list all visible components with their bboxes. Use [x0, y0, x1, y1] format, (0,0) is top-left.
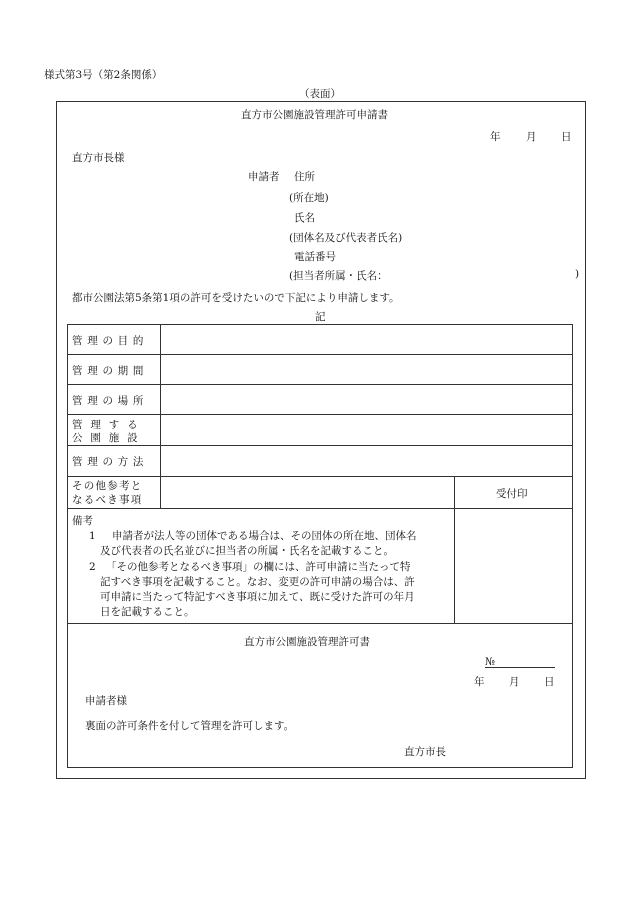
remark-line: 「その他参考となるべき事項」の欄には、許可申請に当たって特 — [106, 561, 411, 573]
receipt-stamp-label: 受付印 — [496, 488, 528, 500]
remark-number: 1 — [89, 530, 96, 542]
remark-line: 記すべき事項を記載すること。なお、変更の許可申請の場合は、許 — [100, 576, 415, 588]
table-row-divider — [67, 476, 573, 477]
application-date-month: 月 — [526, 131, 537, 143]
addressee: 直方市長様 — [72, 152, 125, 164]
applicant-location-label: (所在地) — [289, 192, 329, 204]
applicant-contact-close: ) — [575, 268, 580, 280]
remark-line: 可申請に当たって特記すべき事項に加えて、既に受けた許可の年月 — [100, 591, 415, 603]
table-row-divider — [67, 508, 573, 509]
form-number: 様式第3号（第2条関係） — [44, 69, 163, 81]
permit-date-day: 日 — [544, 676, 555, 688]
row-label-purpose: 管理の目的 — [72, 335, 149, 347]
row-label-period: 管理の期間 — [72, 365, 149, 377]
permit-number-label: № — [485, 656, 495, 668]
table-row-divider — [67, 354, 573, 355]
permit-date-year: 年 — [474, 676, 485, 688]
row-label-other-2: なるべき事項 — [72, 494, 143, 506]
permit-number-underline — [485, 667, 555, 668]
row-label-facility-2: 公園施設 — [72, 432, 146, 444]
applicant-name-label: 氏名 — [294, 212, 315, 224]
application-date-year: 年 — [490, 131, 501, 143]
remarks-heading: 備考 — [72, 515, 93, 527]
table-row-divider — [67, 445, 573, 446]
permit-issuer: 直方市長 — [404, 746, 446, 758]
row-label-place: 管理の場所 — [72, 395, 149, 407]
remark-line: 申請者が法人等の団体である場合は、その団体の所在地、団体名 — [112, 530, 417, 542]
ki-label: 記 — [315, 311, 326, 323]
applicant-group-label: (団体名及び代表者氏名) — [289, 232, 403, 244]
applicant-label: 申請者 — [248, 171, 280, 183]
table-label-divider — [160, 324, 161, 508]
applicant-contact-label: (担当者所属・氏名： — [289, 270, 388, 282]
table-row-divider — [67, 414, 573, 415]
permit-statement: 裏面の許可条件を付して管理を許可します。 — [85, 720, 295, 732]
remark-number: 2 — [89, 561, 96, 573]
row-label-other-1: その他参考と — [72, 480, 143, 492]
remark-line: 日を記載すること。 — [100, 606, 195, 618]
permit-addressee: 申請者様 — [85, 695, 127, 707]
applicant-phone-label: 電話番号 — [294, 251, 336, 263]
permit-title: 直方市公園施設管理許可書 — [244, 636, 370, 648]
table-row-divider — [67, 384, 573, 385]
side-label: （表面） — [299, 88, 341, 100]
application-date-day: 日 — [561, 131, 572, 143]
row-label-method: 管理の方法 — [72, 456, 149, 468]
applicant-address-label: 住所 — [294, 171, 315, 183]
application-title: 直方市公園施設管理許可申請書 — [241, 109, 388, 121]
receipt-column-divider — [454, 476, 455, 624]
row-label-facility-1: 管理する — [72, 419, 146, 431]
permit-date-month: 月 — [509, 676, 520, 688]
remark-line: 及び代表者の氏名並びに担当者の所属・氏名を記載すること。 — [100, 545, 394, 557]
application-statement: 都市公園法第5条第1項の許可を受けたいので下記により申請します。 — [72, 292, 400, 304]
